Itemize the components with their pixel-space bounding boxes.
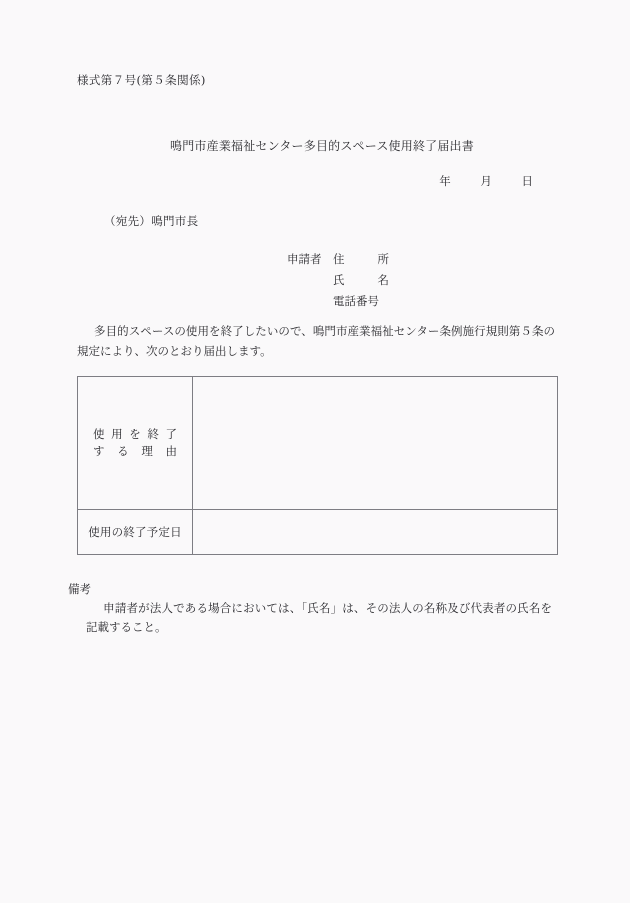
table-label-reason-line1: 使用を終了 — [93, 427, 177, 441]
applicant-block — [287, 249, 389, 312]
applicant-heading: 申請者 — [287, 252, 322, 266]
body-paragraph-text: 多目的スペースの使用を終了したいので、鳴門市産業福祉センター条例施行規則第５条の規定により、次のとおり届出します。 — [77, 324, 555, 358]
table-value-end-date[interactable] — [193, 510, 558, 555]
table-label-reason — [78, 377, 193, 510]
form-number: 様式第７号(第５条関係) — [77, 73, 206, 87]
applicant-row-phone — [287, 291, 389, 312]
date-line — [0, 173, 533, 189]
remarks-section — [68, 580, 568, 637]
table-label-reason-line2: する理由 — [93, 444, 177, 458]
table-label-end-date-text: 使用の終了予定日 — [88, 525, 182, 539]
remarks-title: 備考 — [68, 582, 91, 596]
body-paragraph — [77, 322, 555, 361]
table-row — [78, 377, 558, 510]
applicant-field-address: 住 所 — [333, 252, 389, 266]
applicant-field-phone: 電話番号 — [333, 294, 379, 308]
remarks-body — [86, 599, 552, 637]
applicant-row-name — [287, 270, 389, 291]
document-title: 鳴門市産業福祉センター多目的スペース使用終了届出書 — [170, 139, 474, 153]
table-row — [78, 510, 558, 555]
date-year-label: 年 — [439, 174, 451, 188]
form-table — [77, 376, 558, 555]
addressee: （宛先）鳴門市長 — [104, 214, 199, 228]
table-label-end-date — [78, 510, 193, 555]
applicant-row-address — [287, 249, 389, 270]
date-day-label: 日 — [521, 174, 533, 188]
date-month-label: 月 — [480, 174, 492, 188]
remarks-text: 申請者が法人である場合においては、「氏名」は、その法人の名称及び代表者の氏名を記載すること。 — [86, 601, 552, 634]
table-value-reason[interactable] — [193, 377, 558, 510]
applicant-field-name: 氏 名 — [333, 273, 389, 287]
